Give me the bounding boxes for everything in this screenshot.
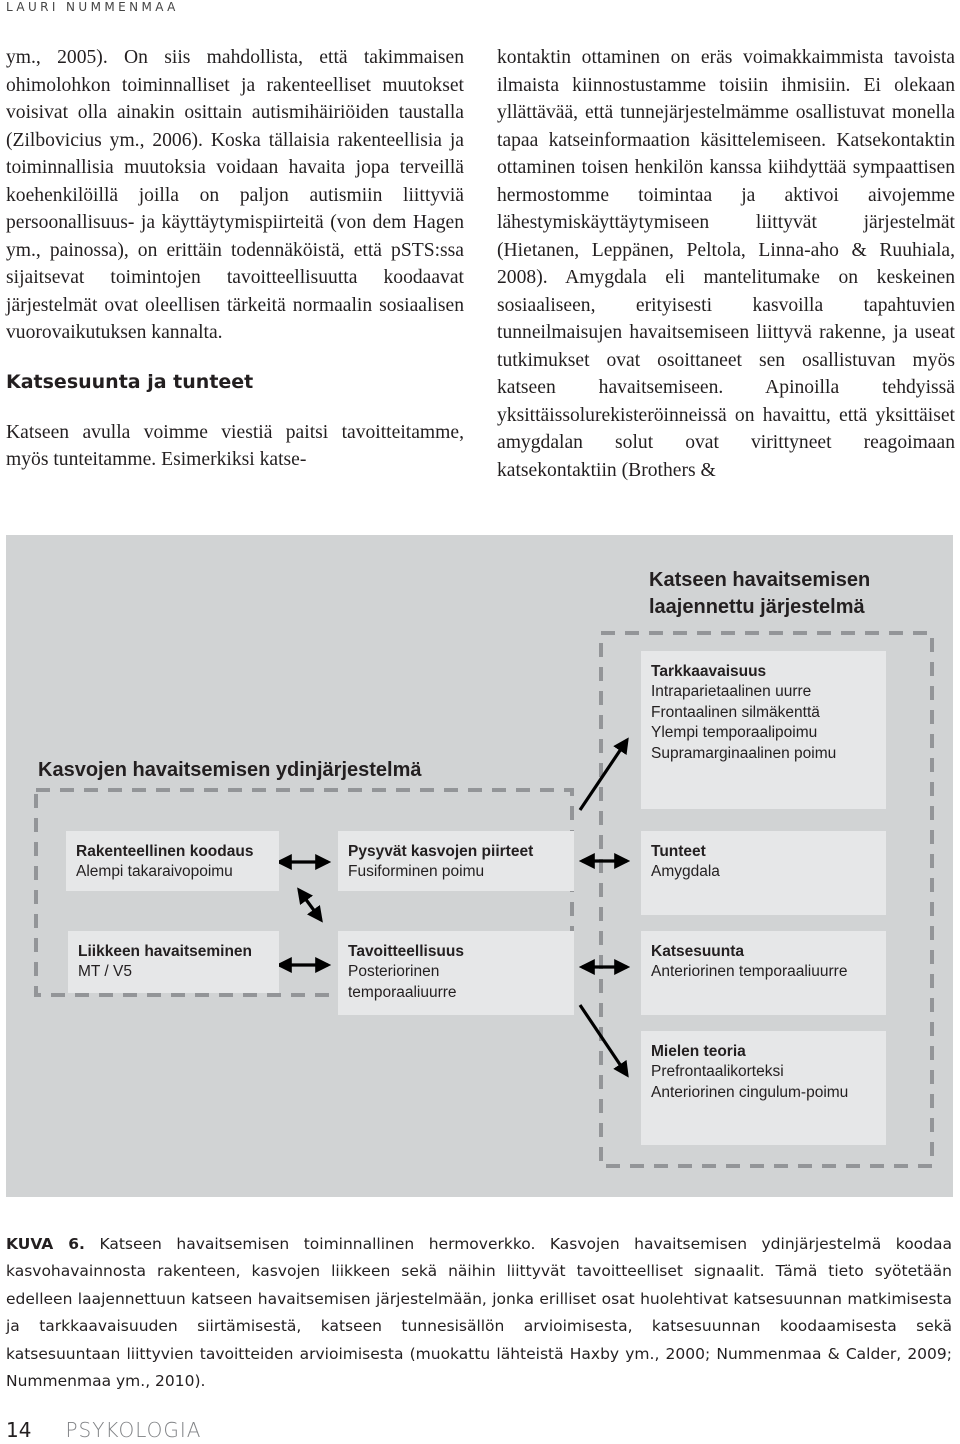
box-tarkkaavaisuus <box>641 651 886 809</box>
box-title: Tavoitteellisuus <box>348 943 464 960</box>
box-line: Anteriorinen cingulum-poimu <box>651 1083 849 1101</box>
magazine-name: PSYKOLOGIA <box>65 1418 202 1442</box>
arrow-pysyvat-tavoitteellisuus <box>299 890 321 920</box>
box-tavoitteellisuus <box>338 931 574 1015</box>
box-title: Katsesuunta <box>651 943 745 960</box>
box-title: Pysyvät kasvojen piirteet <box>348 843 534 860</box>
box-line: temporaaliuurre <box>348 983 457 1001</box>
box-title: Tarkkaavaisuus <box>651 663 767 680</box>
page-number: 14 <box>6 1418 32 1442</box>
running-header: LAURI NUMMENMAA <box>6 0 179 14</box>
figure-diagram <box>6 535 953 1197</box>
left-paragraph-2: Katseen avulla voimme viestiä paitsi tavoitteitamme, myös tunteitamme. Esimerkiksi katse- <box>6 421 464 470</box>
box-line: Ylempi temporaalipoimu <box>651 724 818 742</box>
figure-caption <box>6 1231 952 1395</box>
box-line: Alempi takaraivopoimu <box>76 863 233 881</box>
box-line: Posteriorinen <box>348 963 440 981</box>
box-line: Amygdala <box>651 863 720 881</box>
box-tunteet <box>641 831 886 915</box>
box-line: Frontaalinen silmäkenttä <box>651 703 820 721</box>
extended-title-line-1: Katseen havaitsemisen <box>649 569 871 591</box>
extended-title-line-2: laajennettu järjestelmä <box>649 596 865 618</box>
box-pysyvat-kasvojen-piirteet <box>338 831 574 891</box>
arrow-to-mielen <box>580 1005 627 1075</box>
box-line: Anteriorinen temporaaliuurre <box>651 963 848 981</box>
box-line: Intraparietaalinen uurre <box>651 683 812 701</box>
left-paragraph-1: ym., 2005). On siis mahdollista, että takimmaisen ohimolohkon toiminnalliset ja rakenteelliset muutokset voisivat olla ainakin osittain autismihäiriöiden taustalla (Zilbovicius ym., 2006). Koska tällaisia rakenteellisia ja toiminnallisia muutoksia voidaan havaita jopa terveillä koehenkilöillä joilla on paljon autismiin liittyviä persoonallisuus- ja käyttäytymispiirteitä (von dem Hagen ym., painossa), on erittäin todennäköistä, että pSTS:ssa sijaitsevat toimintojen tavoitteellisuutta koodaavat järjestelmät ovat oleellisen tärkeitä normaalin sosiaalisen vuorovaikutuksen kannalta. <box>6 47 464 343</box>
box-title: Tunteet <box>651 843 706 860</box>
left-column <box>6 44 464 474</box>
box-mielen-teoria <box>641 1031 886 1145</box>
right-paragraph-1: kontaktin ottaminen on eräs voimakkaimmista tavoista ilmaista kiinnostustamme toisiin ihmisiin. Ei olekaan yllättävää, että tunnejärjestelmämme osallistuvat monella tapaa katseinformaation käsittelemiseen. Katsekontaktin ottaminen toisen henkilön kanssa kiihdyttää sympaattisen hermostomme toimintaa ja aktivoi aivojemme lähestymiskäyttäytymiseen liittyvät järjestelmät (Hietanen, Leppänen, Peltola, Linna-aho & Ruuhiala, 2008). Amygdala eli mantelitumake on keskeinen sosiaaliseen, erityisesti kasvoilla tapahtuvien tunneilmaisujen havaitsemiseen liittyvä rakenne, ja useat tutkimukset ovat osoittaneet sen osallistuvan myös katseen havaitsemiseen. Apinoilla tehdyissä yksittäissolurekisteröinneissä on havaittu, että yksittäiset amygdalan solut ovat virittyneet reagoimaan katsekontaktiin (Brothers & <box>497 47 955 481</box>
box-rakenteellinen-koodaus <box>66 831 279 891</box>
caption-text: Katseen havaitsemisen toiminnallinen hermoverkko. Kasvojen havaitsemisen ydinjärjestelmä koodaa kasvohavainnosta rakenteen, kasvojen liikkeen sekä näihin liittyvät tavoitteelliset signaalit. Tämä tieto syötetään edelleen laajennettuun katseen havaitsemisen järjestelmään, jonka erilliset osat huolehtivat katsesuunnan matkimisesta ja tarkkaavaisuuden siirtämisestä, katseen tunnesisällön arvioimisesta, katsesuunnan koodaamisesta sekä katsesuuntaan liittyvien tavoitteiden arvioimisesta (muokattu lähteistä Haxby ym., 2000; Nummenmaa & Calder, 2009; Nummenmaa ym., 2010). <box>6 1235 952 1391</box>
extended-system-title <box>649 567 870 621</box>
caption-label: KUVA 6. <box>6 1235 85 1253</box>
right-column <box>497 44 955 484</box>
box-line: Prefrontaalikorteksi <box>651 1063 784 1081</box>
box-liikkeen-havaitseminen <box>68 931 279 993</box>
box-line: Fusiforminen poimu <box>348 863 485 881</box>
box-title: Mielen teoria <box>651 1043 746 1060</box>
page-footer <box>6 1418 201 1442</box>
section-heading: Katsesuunta ja tunteet <box>6 370 254 393</box>
arrow-to-tarkkaavaisuus <box>580 740 627 810</box>
box-line: MT / V5 <box>78 963 132 981</box>
core-system-title: Kasvojen havaitsemisen ydinjärjestelmä <box>38 759 422 781</box>
box-title: Rakenteellinen koodaus <box>76 843 254 860</box>
box-katsesuunta <box>641 931 886 1015</box>
box-line: Supramarginaalinen poimu <box>651 744 837 762</box>
box-title: Liikkeen havaitseminen <box>78 943 253 960</box>
